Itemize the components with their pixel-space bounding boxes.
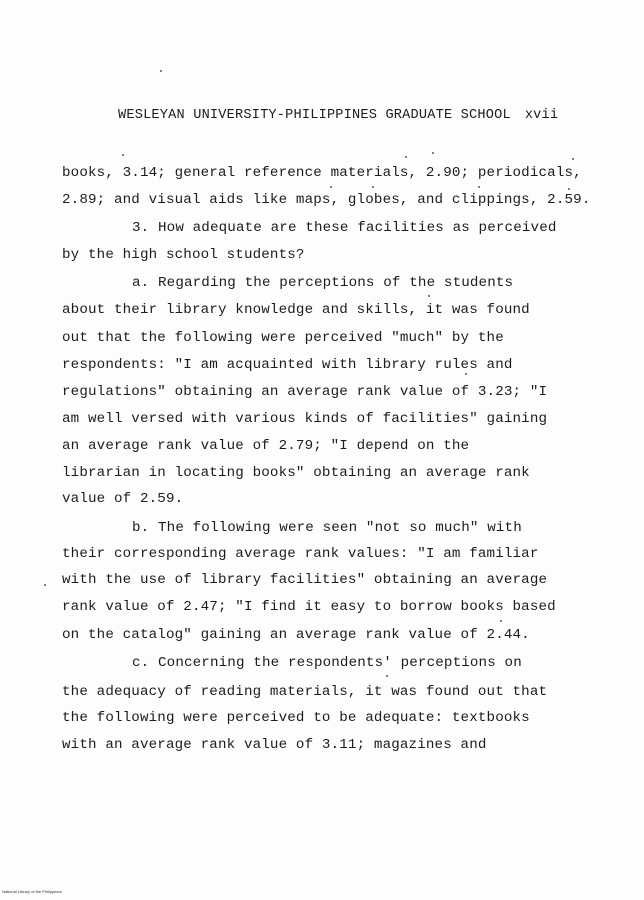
scan-speck	[372, 186, 374, 188]
text-line: regulations" obtaining an average rank value of 3.23; "I	[62, 384, 548, 400]
scan-speck	[44, 584, 46, 586]
scan-speck	[160, 70, 162, 72]
text-line: about their library knowledge and skills, it was found	[62, 302, 530, 318]
scan-speck	[572, 158, 574, 160]
text-line: their corresponding average rank values: "I am familiar	[62, 546, 539, 562]
text-line: with the use of library facilities" obtaining an average	[62, 572, 548, 588]
text-line: the adequacy of reading materials, it was found out that	[62, 684, 548, 700]
footer-credit: National Library of the Philippines	[2, 889, 62, 894]
scan-speck	[478, 186, 480, 188]
text-line: a. Regarding the perceptions of the students	[132, 275, 514, 291]
text-line: rank value of 2.47; "I find it easy to borrow books based	[62, 599, 556, 615]
scan-speck	[405, 156, 407, 158]
scan-speck	[465, 373, 467, 375]
scan-speck	[568, 188, 570, 190]
header-title: WESLEYAN UNIVERSITY-PHILIPPINES GRADUATE SCHOOL	[118, 108, 511, 123]
text-line: the following were perceived to be adequate: textbooks	[62, 710, 530, 726]
scan-speck	[500, 620, 502, 622]
scan-speck	[386, 675, 388, 677]
page-number: xvii	[524, 108, 559, 123]
scan-speck	[330, 186, 332, 188]
scan-speck	[122, 154, 124, 156]
text-line: an average rank value of 2.79; "I depend on the	[62, 438, 470, 454]
text-line: respondents: "I am acquainted with library rules and	[62, 357, 513, 373]
running-header	[118, 108, 588, 123]
text-line: with an average rank value of 3.11; magazines and	[62, 737, 487, 753]
text-line: 2.89; and visual aids like maps, globes, and clippings, 2.59.	[62, 192, 591, 208]
text-line: am well versed with various kinds of facilities" gaining	[62, 411, 548, 427]
text-line: librarian in locating books" obtaining an average rank	[62, 465, 530, 481]
text-line: by the high school students?	[62, 247, 305, 263]
scan-speck	[428, 295, 430, 297]
text-line: value of 2.59.	[62, 491, 184, 507]
text-line: out that the following were perceived "much" by the	[62, 330, 504, 346]
text-line: 3. How adequate are these facilities as perceived	[132, 220, 557, 236]
scan-speck	[432, 152, 434, 154]
text-line: on the catalog" gaining an average rank value of 2.44.	[62, 627, 530, 643]
text-line: c. Concerning the respondents' perceptions on	[132, 655, 522, 671]
text-line: books, 3.14; general reference materials, 2.90; periodicals,	[62, 165, 582, 181]
text-line: b. The following were seen "not so much" with	[132, 520, 522, 536]
